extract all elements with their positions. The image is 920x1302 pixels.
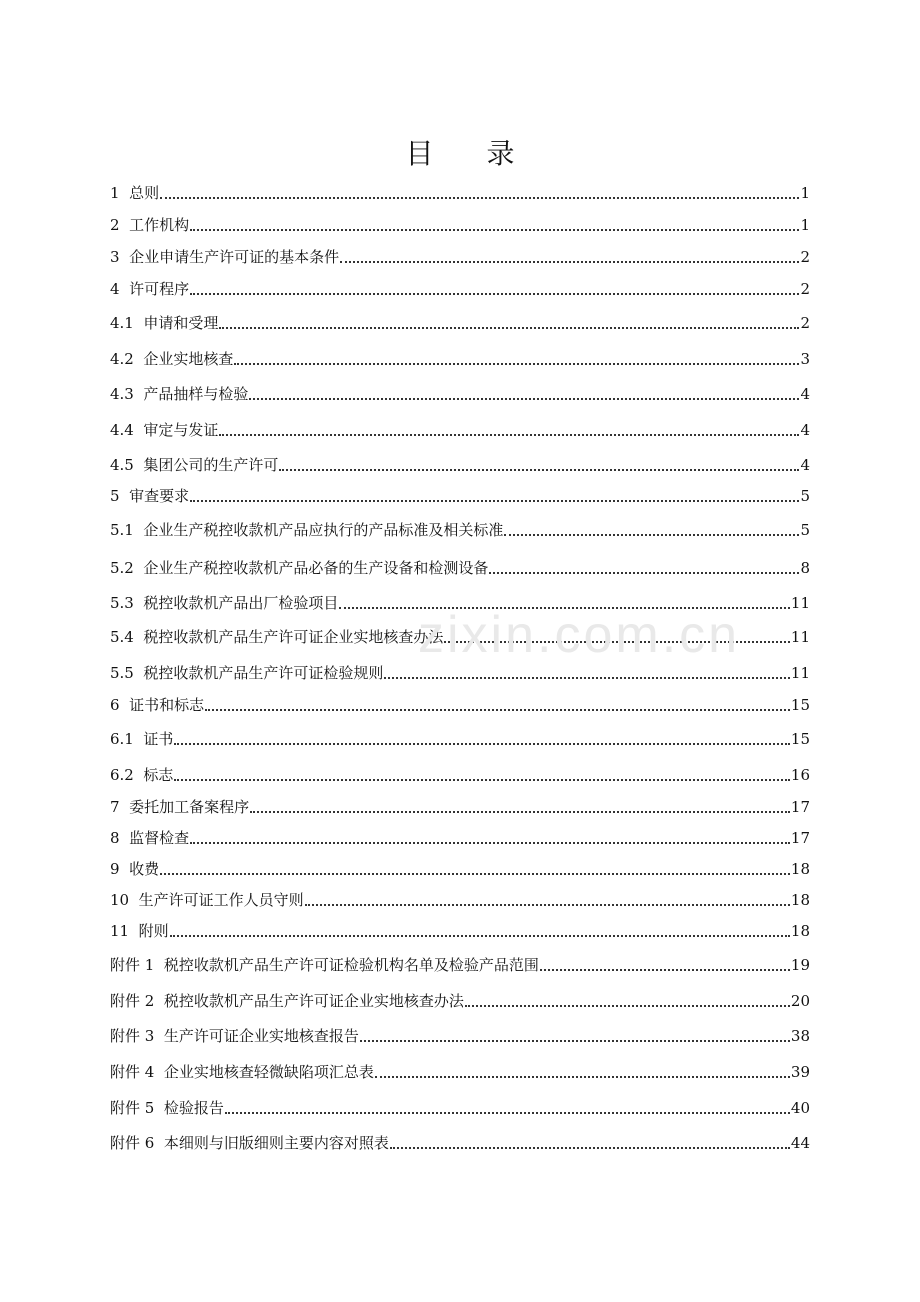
toc-dot-leader bbox=[219, 434, 799, 436]
toc-entry-label: 附件 1 税控收款机产品生产许可证检验机构名单及检验产品范围 bbox=[110, 956, 539, 974]
toc-dot-leader bbox=[249, 398, 799, 400]
toc-entry[interactable] bbox=[110, 762, 810, 786]
toc-dot-leader bbox=[504, 534, 799, 536]
toc-dot-leader bbox=[465, 1005, 790, 1007]
toc-entry[interactable] bbox=[110, 452, 810, 476]
toc-entry-label: 5 审查要求 bbox=[110, 487, 190, 505]
toc-entry-page-number: 17 bbox=[790, 829, 810, 847]
toc-entry-page-number: 15 bbox=[790, 730, 810, 748]
toc-dot-leader bbox=[190, 293, 799, 295]
toc-entry-label: 4.3 产品抽样与检验 bbox=[110, 385, 249, 403]
toc-dot-leader bbox=[360, 1040, 790, 1042]
toc-entry[interactable] bbox=[110, 1023, 810, 1047]
toc-entry[interactable] bbox=[110, 660, 810, 684]
toc-entry-page-number: 18 bbox=[790, 891, 810, 909]
toc-dot-leader bbox=[170, 935, 790, 937]
toc-entry-page-number: 1 bbox=[800, 216, 810, 234]
toc-entry-label: 7 委托加工备案程序 bbox=[110, 798, 250, 816]
toc-entry[interactable] bbox=[110, 624, 810, 648]
toc-entry-label: 附件 6 本细则与旧版细则主要内容对照表 bbox=[110, 1134, 389, 1152]
toc-entry[interactable] bbox=[110, 887, 810, 911]
toc-dot-leader bbox=[444, 641, 790, 643]
toc-entry[interactable] bbox=[110, 825, 810, 849]
toc-dot-leader bbox=[340, 261, 799, 263]
toc-entry-label: 附件 2 税控收款机产品生产许可证企业实地核查办法 bbox=[110, 992, 464, 1010]
toc-entry[interactable] bbox=[110, 692, 810, 716]
toc-entry-label: 5.2 企业生产税控收款机产品必备的生产设备和检测设备 bbox=[110, 559, 489, 577]
toc-entry-page-number: 44 bbox=[790, 1134, 810, 1152]
toc-entry[interactable] bbox=[110, 276, 810, 300]
toc-entry-page-number: 2 bbox=[800, 280, 810, 298]
toc-entry-label: 4.5 集团公司的生产许可 bbox=[110, 456, 279, 474]
toc-entry[interactable] bbox=[110, 988, 810, 1012]
toc-dot-leader bbox=[160, 873, 790, 875]
toc-dot-leader bbox=[190, 500, 799, 502]
toc-entry-page-number: 17 bbox=[790, 798, 810, 816]
toc-entry[interactable] bbox=[110, 952, 810, 976]
toc-entry-page-number: 20 bbox=[790, 992, 810, 1010]
toc-entry[interactable] bbox=[110, 346, 810, 370]
toc-entry-page-number: 8 bbox=[800, 559, 810, 577]
toc-entry[interactable] bbox=[110, 212, 810, 236]
toc-entry-page-number: 2 bbox=[800, 314, 810, 332]
toc-entry-label: 4 许可程序 bbox=[110, 280, 190, 298]
watermark: zixin.com.cn bbox=[418, 606, 741, 664]
toc-entry-label: 10 生产许可证工作人员守则 bbox=[110, 891, 304, 909]
toc-entry[interactable] bbox=[110, 1059, 810, 1083]
toc-dot-leader bbox=[250, 811, 790, 813]
toc-entry[interactable] bbox=[110, 381, 810, 405]
toc-entry-page-number: 5 bbox=[800, 487, 810, 505]
toc-entry[interactable] bbox=[110, 590, 810, 614]
toc-entry-page-number: 2 bbox=[800, 248, 810, 266]
toc-entry-page-number: 38 bbox=[790, 1027, 810, 1045]
toc-entry-label: 6.1 证书 bbox=[110, 730, 174, 748]
toc-entry[interactable] bbox=[110, 918, 810, 942]
toc-entry-label: 附件 3 生产许可证企业实地核查报告 bbox=[110, 1027, 359, 1045]
toc-entry[interactable] bbox=[110, 1095, 810, 1119]
toc-dot-leader bbox=[174, 779, 790, 781]
toc-dot-leader bbox=[489, 572, 799, 574]
toc-entry-label: 4.2 企业实地核查 bbox=[110, 350, 234, 368]
page-title: 目 录 bbox=[405, 137, 537, 170]
toc-entry[interactable] bbox=[110, 726, 810, 750]
toc-dot-leader bbox=[205, 709, 790, 711]
toc-dot-leader bbox=[384, 677, 790, 679]
toc-dot-leader bbox=[190, 842, 790, 844]
toc-dot-leader bbox=[219, 327, 799, 329]
toc-entry-page-number: 11 bbox=[790, 594, 810, 612]
toc-entry[interactable] bbox=[110, 517, 810, 541]
toc-entry-page-number: 39 bbox=[790, 1063, 810, 1081]
toc-entry[interactable] bbox=[110, 794, 810, 818]
toc-entry-label: 5.5 税控收款机产品生产许可证检验规则 bbox=[110, 664, 384, 682]
toc-entry[interactable] bbox=[110, 244, 810, 268]
toc-entry-label: 附件 5 检验报告 bbox=[110, 1099, 224, 1117]
toc-entry-page-number: 18 bbox=[790, 860, 810, 878]
toc-entry[interactable] bbox=[110, 483, 810, 507]
toc-entry-label: 8 监督检查 bbox=[110, 829, 190, 847]
toc-dot-leader bbox=[190, 229, 799, 231]
toc-entry[interactable] bbox=[110, 856, 810, 880]
toc-entry-label: 3 企业申请生产许可证的基本条件 bbox=[110, 248, 340, 266]
toc-entry-label: 2 工作机构 bbox=[110, 216, 190, 234]
toc-entry-page-number: 11 bbox=[790, 628, 810, 646]
toc-entry[interactable] bbox=[110, 310, 810, 334]
toc-entry-label: 6 证书和标志 bbox=[110, 696, 205, 714]
toc-dot-leader bbox=[279, 469, 799, 471]
toc-entry-label: 4.4 审定与发证 bbox=[110, 421, 219, 439]
toc-entry-label: 1 总则 bbox=[110, 184, 160, 202]
toc-entry-label: 附件 4 企业实地核查轻微缺陷项汇总表 bbox=[110, 1063, 374, 1081]
toc-entry[interactable] bbox=[110, 555, 810, 579]
toc-entry-page-number: 18 bbox=[790, 922, 810, 940]
toc-entry-page-number: 4 bbox=[800, 456, 810, 474]
toc-entry-page-number: 40 bbox=[790, 1099, 810, 1117]
toc-entry[interactable] bbox=[110, 417, 810, 441]
toc-dot-leader bbox=[375, 1076, 790, 1078]
toc-dot-leader bbox=[305, 904, 790, 906]
toc-entry-page-number: 1 bbox=[800, 184, 810, 202]
toc-entry-label: 5.3 税控收款机产品出厂检验项目 bbox=[110, 594, 339, 612]
toc-entry[interactable] bbox=[110, 180, 810, 204]
toc-entry-label: 5.1 企业生产税控收款机产品应执行的产品标准及相关标准 bbox=[110, 521, 504, 539]
toc-entry-page-number: 19 bbox=[790, 956, 810, 974]
toc-entry[interactable] bbox=[110, 1130, 810, 1154]
toc-entry-page-number: 16 bbox=[790, 766, 810, 784]
toc-entry-label: 11 附则 bbox=[110, 922, 169, 940]
toc-dot-leader bbox=[234, 363, 799, 365]
toc-entry-label: 9 收费 bbox=[110, 860, 160, 878]
toc-entry-page-number: 4 bbox=[800, 385, 810, 403]
toc-dot-leader bbox=[339, 607, 790, 609]
toc-dot-leader bbox=[540, 969, 790, 971]
toc-entry-label: 6.2 标志 bbox=[110, 766, 174, 784]
toc-entry-label: 4.1 申请和受理 bbox=[110, 314, 219, 332]
toc-dot-leader bbox=[225, 1112, 790, 1114]
toc-entry-page-number: 15 bbox=[790, 696, 810, 714]
toc-dot-leader bbox=[174, 743, 790, 745]
toc-dot-leader bbox=[390, 1147, 790, 1149]
toc-entry-page-number: 11 bbox=[790, 664, 810, 682]
toc-entry-page-number: 3 bbox=[800, 350, 810, 368]
toc-entry-page-number: 5 bbox=[800, 521, 810, 539]
toc-dot-leader bbox=[160, 197, 799, 199]
toc-entry-page-number: 4 bbox=[800, 421, 810, 439]
toc-entry-label: 5.4 税控收款机产品生产许可证企业实地核查办法 bbox=[110, 628, 444, 646]
